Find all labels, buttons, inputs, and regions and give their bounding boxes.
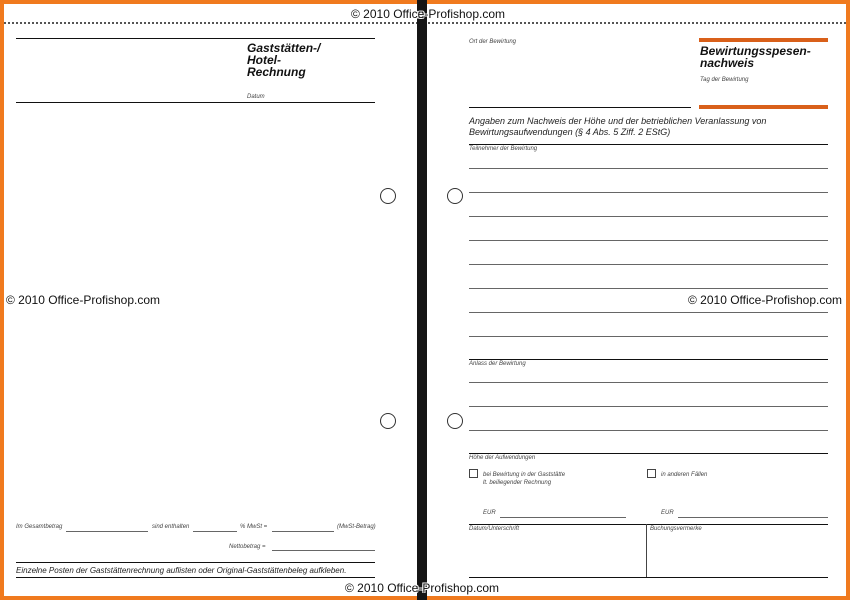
participant-line[interactable]: [469, 240, 828, 241]
amount-top-rule: [469, 453, 828, 454]
booking-label: Buchungsvermerke: [650, 526, 702, 532]
other-amount-field[interactable]: [678, 517, 828, 518]
restaurant-amount-field[interactable]: [500, 517, 626, 518]
left-form-title-line3: Rechnung: [247, 65, 306, 79]
watermark-right: © 2010 Office-Profishop.com: [688, 293, 843, 307]
left-bottom-rule: [16, 577, 375, 578]
participant-line[interactable]: [469, 216, 828, 217]
punch-hole-icon: [380, 188, 396, 204]
left-form-title-line2: Hotel-: [247, 53, 281, 67]
total-amount-label: Im Gesamtbetrag: [16, 524, 63, 530]
place-field[interactable]: [469, 107, 691, 108]
occasion-label: Anlass der Bewirtung: [469, 361, 526, 367]
participants-label: Teilnehmer der Bewirtung: [469, 146, 538, 152]
watermark-bottom: © 2010 Office-Profishop.com: [345, 581, 500, 595]
punch-hole-icon: [380, 413, 396, 429]
net-amount-field[interactable]: [272, 550, 375, 551]
left-footer-note: Einzelne Posten der Gaststättenrechnung auflisten oder Original-Gaststättenbeleg aufkleben.: [16, 566, 347, 575]
occasion-line[interactable]: [469, 406, 828, 407]
right-form-title-line1: Bewirtungsspesen-: [700, 44, 811, 58]
amount-label: Höhe der Aufwendungen: [469, 455, 536, 461]
currency-label-1: EUR: [483, 510, 496, 516]
signature-label: Datum/Unterschrift: [469, 526, 520, 532]
occasion-line[interactable]: [469, 430, 828, 431]
net-amount-label: Nettobetrag =: [229, 544, 266, 550]
right-form-title-line2: nachweis: [700, 56, 755, 70]
vat-amount-label: (MwSt-Betrag): [337, 524, 376, 530]
binding-spine: [417, 0, 427, 600]
vat-amount-field[interactable]: [272, 531, 334, 532]
left-date-label: Datum: [247, 94, 265, 100]
participant-line[interactable]: [469, 168, 828, 169]
right-bottom-rule: [469, 577, 828, 578]
signature-top-rule: [469, 524, 828, 525]
participant-line[interactable]: [469, 288, 828, 289]
title-accent-bar-top: [699, 38, 828, 42]
left-date-rule: [16, 102, 375, 103]
participant-line[interactable]: [469, 312, 828, 313]
intro-text-line2: Bewirtungsaufwendungen (§ 4 Abs. 5 Ziff. 2 EStG): [469, 127, 671, 137]
place-label: Ort der Bewirtung: [469, 39, 517, 45]
participant-line[interactable]: [469, 192, 828, 193]
intro-text-line1: Angaben zum Nachweis der Höhe und der betrieblichen Veranlassung von: [469, 116, 767, 126]
restaurant-checkbox[interactable]: [469, 469, 478, 478]
currency-label-2: EUR: [661, 510, 674, 516]
signature-divider: [646, 524, 647, 578]
watermark-left: © 2010 Office-Profishop.com: [6, 293, 161, 307]
option1-label-line2: lt. beiliegender Rechnung: [483, 480, 552, 486]
participant-line[interactable]: [469, 264, 828, 265]
included-label: sind enthalten: [152, 524, 190, 530]
title-accent-bar-bottom: [699, 105, 828, 109]
hospitality-date-label: Tag der Bewirtung: [700, 77, 749, 83]
participants-top-rule: [469, 144, 828, 145]
vat-label: % MwSt =: [240, 524, 268, 530]
total-amount-field[interactable]: [66, 531, 148, 532]
vat-rate-field[interactable]: [193, 531, 237, 532]
left-footer-rule: [16, 562, 375, 563]
option1-label-line1: bei Bewirtung in der Gaststätte: [483, 472, 566, 478]
occasion-top-rule: [469, 359, 828, 360]
punch-hole-icon: [447, 413, 463, 429]
occasion-line[interactable]: [469, 382, 828, 383]
participant-line[interactable]: [469, 336, 828, 337]
watermark-top: © 2010 Office-Profishop.com: [351, 7, 506, 21]
left-top-rule: [16, 38, 375, 39]
punch-hole-icon: [447, 188, 463, 204]
left-form-title-line1: Gaststätten-/: [247, 41, 321, 55]
option2-label: in anderen Fällen: [661, 472, 708, 478]
other-cases-checkbox[interactable]: [647, 469, 656, 478]
